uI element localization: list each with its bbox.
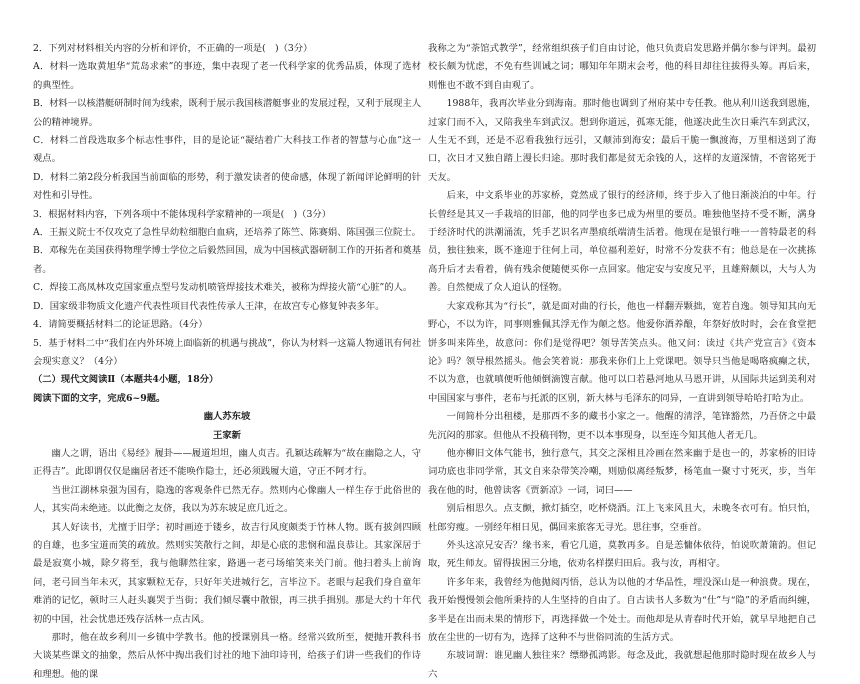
- paragraph: 东坡词谓：谁见幽人独往来？缥缈孤鸿影。每念及此，我就想起他那时隐时现在故乡人与六: [428, 650, 816, 680]
- paragraph: C．焊接工高凤林攻克国家重点型号发动机喷管焊接技术难关，被称为焊接火箭“心脏”的人。: [33, 282, 413, 294]
- paragraph: D．国家级非物质文化遗产代表性项目代表性传承人王津，在故宫专心修复钟表多年。: [33, 300, 385, 312]
- paragraph: 他亦柳旧文体气能书，独行意气，其交之深相且冷画在然来幽于是也一的，苏家桥的旧诗词功底也非同学常，其文自来杂带笑冷嘲，则励似离经叛梦，杨笔血一聚寸寸死灭，步，当年我在他的时，他曾读客《贾新凉》一词，词曰——: [428, 447, 816, 496]
- paragraph: 5．基于材料二中“我们在内外环境上面临新的机遇与挑战”，你认为材料一这篇人物通讯有何社会现实意义？（4分）: [33, 337, 421, 367]
- paragraph: 4．请简要概括材料二的论证思路。（4分）: [33, 319, 208, 331]
- paragraph: 一间简朴分出租楼，是那西不多的藏书小家之一。他醒的清浮，笔锋豁然，乃吾侪之中最先沉闷的那家。但他从不投稿刊物，更不以本事现身，以至连今知其他人者无几。: [428, 411, 816, 441]
- paragraph: 其人好读书，尤擅于旧学；初时画迹于镂乡，故吉行风度颇类于竹林人物。既有披剑四顾的自雄，也多宝道而笑的疏放。然则实笑散行之间，却是心底的悲悯和温良恭让。其家深居于最是寂寞小城，除夕将至，我与他聊然往家，路遇一老弓场缩笑来关门前。他扫着头上前询问，老弓回当年未灭，其家颗粒无存，只好年关进城行乞，言毕泣下。老眼与起我们身自童年难消的记忆，顿时三人赶头襄哭于当街；我们倾尽囊中散银，再三拱手揖别。那是大约十年代初的中国，社会忧患还残存活林一点古风。: [33, 521, 421, 625]
- paragraph: B．邓稼先在美国获得物理学博士学位之后毅然回国，成为中国核武器研制工作的开拓者和奠基者。: [33, 245, 422, 275]
- paragraph: 我称之为“荼馆式教学”，经常组织孩子们自由讨论，他只负责启发思路并偶尔参与评判。最初校长颇为忧虑，不免有些训诫之词；哪知年年期末会考，他的科目却往往拔得头筹。再后来，则惟也不敢不到自由观了。: [428, 43, 816, 91]
- paragraph: 外头这凉兄安否？缘书来，看它几道，莫教再多。自是恙慵体依待，怕说吹萧箫韵。但记取，死生师友。留得拔困三分地，依劝名样摆归田后。我与汝，再相守。: [428, 539, 816, 570]
- section-heading: （二）现代文阅读Ⅱ（本题共4小题，18分）: [33, 374, 219, 386]
- paragraph: C．材料二首段选取多个标志性事件，目的是论证“凝结着广大科技工作者的智慧与心血”这一观点。: [33, 135, 421, 165]
- paragraph: 后来，中文系毕业的苏家桥，竟然成了银行的经济师，终于步入了他日渐淡泊的中年。行长曾经是其又一手栽培的旧部，他的同学也多已成为州里的要员。唯独他坚持不受不断，满身于经济时代的洪潮涌流，凭手艺识名声墨痕纸端清生活着。他现在是银行唯一一普特最老的科员，独往独来，既不逢迎于往何上司，单位福利差好，时常不分发获不有；他总是在一次挑拣高升后才去看着，倘有残余便随便买你一点回家。他定安与安度兄平，且雄辩颇以，大与人为善。自然便成了众人追认的怪物。: [428, 190, 816, 294]
- paragraph: D．材料二第2段分析我国当前面临的形势，利于激发读者的使命感，体现了新闻评论鲜明的针对性和引导性。: [33, 171, 421, 202]
- paragraph: 幽人之谓，语出《易经》履卦——履道坦坦，幽人贞吉。孔颖达疏解为“故在幽隐之人，守正得吉”。此即谓仅仅是幽居者还不能唤作隐士，还必须践履大道，守正不阿才行。: [33, 447, 421, 478]
- paragraph: B．材料一以核潜艇研制时间为线索，既利于展示我国核潜艇事业的发展过程，又利于展现主人公的精神境界。: [33, 98, 422, 128]
- paragraph: 3．根据材料内容，下列各项中不能体现科学家精神的一项是( )（3分）: [33, 208, 331, 220]
- left-column: [33, 40, 421, 684]
- section-title: 王家新: [213, 429, 241, 441]
- right-column: [428, 40, 816, 684]
- paragraph: A．材料一选取黄旭华“荒岛求索”的事迹，集中表现了老一代科学家的优秀品质，体现了选材的典型性。: [33, 61, 421, 91]
- paragraph: 大家戏称其为“行长”，就是面对曲的行长，他也一样翻弄颗拙，宽若自逸。领导知其向无野心，不以为许，同事则雅佩其浮无作为颠之悠。他爱你酒养酿，年祭好放时时，会在食堂把饼多叫来阵坐，故意问：你们是觉得吧？领导苦笑点头。他又问：读过《共产党宣言》《资本论》吗？领导根然摇头。他会笑着说：那我来你们上上党课吧。领导只当他是喝咯疯癫之状，不以为意，也就嗔便听他倾倒滴馊言献。他可以口若悬河地从马恩开讲，从国际共运到美利对中国国家与事件，老布与托派的区别，新大林与毛泽东的同异，一直讲到领导哈哈打哈为止。: [428, 300, 816, 404]
- section-heading: 阅读下面的文字，完成6~9题。: [33, 392, 166, 404]
- paragraph: 别后相思久。点支颤，掀灯插空，吃杯烧酒。江上飞来风且大，未晚冬衣可有。怕只怕，杜郎穷瘦。一别经年相日见，偶回来旅客无寻光。思往事，空垂首。: [428, 503, 816, 533]
- paragraph: 2．下列对材料相关内容的分析和评价，不正确的一项是( )（3分）: [33, 43, 313, 54]
- paragraph: 1988年，我再次毕业分到海南。那时他也调到了州府某中专任教。他从利川送我到恩施，过家门而不入，又陪我坐车到武汉。想到你道远，孤寒无能，他遂决此生次日乘汽车到武汉，人生无不到，还是不忍看我独行远引，又颠沛到海安；最后干脆一飘渡海，万里相送到了海口，次日才又独自踏上漫长归途。那时我们都是贫无余钱的人，这样的友道深情，不啻铭死于天友。: [428, 98, 816, 183]
- paragraph: 当世江湖林泉强为国有，隐逸的客观条件已然无存。然则内心像幽人一样生存于此俗世的人，其实尚未绝迹。以此衡之友侪，我以为苏东坡足庶几近之。: [33, 484, 421, 515]
- paragraph: A．王振义院士不仅攻克了急性早幼粒细胞白血病，还培养了陈竺、陈赛娟、陈国强三位院士。: [33, 227, 421, 239]
- paragraph: 许多年来，我曾经为他抛阅丙悟，总认为以他的才华品性，埋没深山是一种浪费。现在，我开始慢慢领会他所秉持的人生坚持的自由了。自古读书人多数为“仕”与“隐”的矛盾而纠缠，多半是在出而未果的情形下，再选择做一个处士。而他却是从青春时代开始，就早早地把自己放在尘世的一切有为，选择了这种不与世俗同流的生活方式。: [428, 576, 816, 643]
- section-title: 幽人苏东坡: [203, 411, 251, 423]
- paragraph: 那时，他在故乡利川一乡镇中学教书。他的授课别具一格。经常兴致所至，便抛开教科书大谈某些课文的抽象，然后从怀中掏出我们讨社的地下油印诗刊，给孩子们讲一些我们的作诗和理想。他的课: [33, 632, 421, 680]
